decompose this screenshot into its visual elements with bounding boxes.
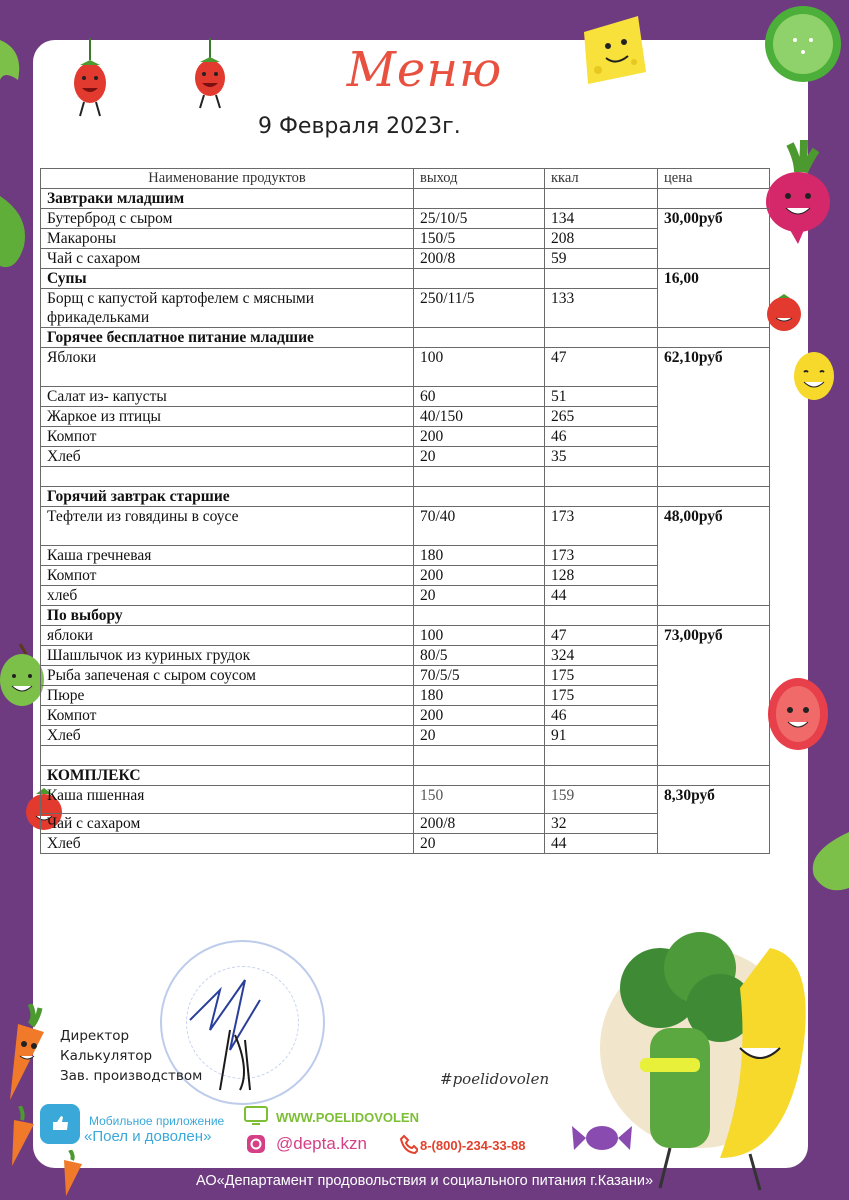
section-title: КОМПЛЕКС bbox=[41, 766, 414, 786]
item-kcal: 44 bbox=[545, 834, 658, 854]
section-row bbox=[41, 189, 770, 209]
table-row bbox=[41, 209, 770, 229]
candy-icon bbox=[570, 1118, 634, 1158]
item-kcal: 91 bbox=[545, 726, 658, 746]
item-kcal: 32 bbox=[545, 814, 658, 834]
item-kcal: 133 bbox=[545, 289, 658, 328]
section-title: Супы bbox=[41, 269, 414, 289]
director-label: Директор bbox=[60, 1028, 130, 1044]
item-name: Салат из- капусты bbox=[41, 387, 414, 407]
table-row bbox=[41, 447, 770, 467]
table-row bbox=[41, 229, 770, 249]
spacer-row bbox=[41, 467, 770, 487]
lemon-character-icon bbox=[792, 350, 836, 402]
item-name: Хлеб bbox=[41, 447, 414, 467]
item-name: Бутерброд с сыром bbox=[41, 209, 414, 229]
table-row bbox=[41, 249, 770, 269]
section-price: 48,00руб bbox=[658, 507, 770, 546]
column-header-portion: выход bbox=[414, 169, 545, 189]
table-row bbox=[41, 427, 770, 447]
table-row bbox=[41, 706, 770, 726]
item-portion: 180 bbox=[414, 546, 545, 566]
item-portion: 250/11/5 bbox=[414, 289, 545, 328]
item-kcal: 159 bbox=[545, 786, 658, 814]
table-row bbox=[41, 566, 770, 586]
section-title: Горячий завтрак старшие bbox=[41, 487, 414, 507]
item-portion: 200 bbox=[414, 706, 545, 726]
section-row bbox=[41, 487, 770, 507]
item-kcal: 44 bbox=[545, 586, 658, 606]
section-title: Завтраки младшим bbox=[41, 189, 414, 209]
item-name: Компот bbox=[41, 566, 414, 586]
item-portion: 180 bbox=[414, 686, 545, 706]
page-title: Меню bbox=[346, 42, 503, 98]
table-row bbox=[41, 814, 770, 834]
calculator-label: Калькулятор bbox=[60, 1048, 153, 1064]
item-portion: 200 bbox=[414, 427, 545, 447]
instagram-handle[interactable]: @depta.kzn bbox=[276, 1134, 367, 1153]
table-row bbox=[41, 834, 770, 854]
item-name: Чай с сахаром bbox=[41, 249, 414, 269]
item-portion: 20 bbox=[414, 586, 545, 606]
table-row bbox=[41, 646, 770, 666]
item-portion: 150/5 bbox=[414, 229, 545, 249]
item-portion: 60 bbox=[414, 387, 545, 407]
section-price: 16,00 bbox=[658, 269, 770, 289]
table-row bbox=[41, 626, 770, 646]
production-head-label: Зав. производством bbox=[60, 1068, 203, 1084]
item-portion: 20 bbox=[414, 834, 545, 854]
table-row bbox=[41, 786, 770, 814]
item-kcal: 324 bbox=[545, 646, 658, 666]
item-name: Тефтели из говядины в соусе bbox=[41, 507, 414, 546]
item-kcal: 51 bbox=[545, 387, 658, 407]
item-portion: 100 bbox=[414, 626, 545, 646]
table-header-row bbox=[41, 169, 770, 189]
item-name: Компот bbox=[41, 706, 414, 726]
table-row bbox=[41, 387, 770, 407]
carrot-character-icon bbox=[6, 1106, 40, 1166]
phone-icon bbox=[400, 1134, 418, 1154]
item-name: Шашлычок из куриных грудок bbox=[41, 646, 414, 666]
item-name: Хлеб bbox=[41, 834, 414, 854]
table-row bbox=[41, 289, 770, 328]
table-row bbox=[41, 507, 770, 546]
column-header-name: Наименование продуктов bbox=[41, 169, 414, 189]
website-link[interactable]: WWW.POELIDOVOLEN bbox=[276, 1110, 419, 1125]
item-kcal: 173 bbox=[545, 546, 658, 566]
section-row bbox=[41, 328, 770, 348]
item-portion: 20 bbox=[414, 726, 545, 746]
section-row bbox=[41, 766, 770, 786]
mobile-app-name: «Поел и доволен» bbox=[84, 1128, 212, 1145]
item-kcal: 173 bbox=[545, 507, 658, 546]
item-portion: 80/5 bbox=[414, 646, 545, 666]
section-row bbox=[41, 606, 770, 626]
table-row bbox=[41, 546, 770, 566]
column-header-price: цена bbox=[658, 169, 770, 189]
item-kcal: 46 bbox=[545, 427, 658, 447]
carrot-character-icon bbox=[0, 1004, 50, 1100]
item-kcal: 47 bbox=[545, 348, 658, 387]
item-name: Компот bbox=[41, 427, 414, 447]
lettuce-leaf-icon bbox=[806, 832, 849, 896]
item-portion: 20 bbox=[414, 447, 545, 467]
table-row bbox=[41, 666, 770, 686]
item-name: Макароны bbox=[41, 229, 414, 249]
broccoli-banana-characters-icon bbox=[600, 928, 840, 1192]
instagram-icon bbox=[246, 1134, 266, 1154]
table-row bbox=[41, 686, 770, 706]
item-portion: 40/150 bbox=[414, 407, 545, 427]
phone-number[interactable]: 8-(800)-234-33-88 bbox=[420, 1138, 526, 1153]
table-row bbox=[41, 586, 770, 606]
menu-date: 9 Февраля 2023г. bbox=[258, 114, 461, 139]
steak-character-icon bbox=[766, 676, 830, 752]
item-name: Жаркое из птицы bbox=[41, 407, 414, 427]
item-name: Пюре bbox=[41, 686, 414, 706]
section-price: 73,00руб bbox=[658, 626, 770, 646]
item-name: хлеб bbox=[41, 586, 414, 606]
section-row bbox=[41, 269, 770, 289]
item-name: Яблоки bbox=[41, 348, 414, 387]
item-kcal: 134 bbox=[545, 209, 658, 229]
item-name: Чай с сахаром bbox=[41, 814, 414, 834]
www-icon bbox=[244, 1106, 268, 1126]
item-portion: 70/5/5 bbox=[414, 666, 545, 686]
item-kcal: 46 bbox=[545, 706, 658, 726]
item-portion: 100 bbox=[414, 348, 545, 387]
signature-block bbox=[60, 1026, 202, 1086]
spacer-row bbox=[41, 746, 770, 766]
item-name: яблоки bbox=[41, 626, 414, 646]
item-portion: 25/10/5 bbox=[414, 209, 545, 229]
mobile-app-icon bbox=[40, 1104, 80, 1144]
menu-table bbox=[40, 168, 770, 854]
table-row bbox=[41, 407, 770, 427]
item-kcal: 47 bbox=[545, 626, 658, 646]
item-portion: 200/8 bbox=[414, 814, 545, 834]
item-name: Каша пшенная bbox=[41, 786, 414, 814]
table-row bbox=[41, 726, 770, 746]
tomato-character-icon bbox=[766, 292, 804, 332]
item-name: Хлеб bbox=[41, 726, 414, 746]
section-price: 62,10руб bbox=[658, 348, 770, 387]
mobile-app-label: Мобильное приложение bbox=[89, 1114, 225, 1128]
beet-character-icon bbox=[760, 140, 836, 244]
item-kcal: 175 bbox=[545, 686, 658, 706]
item-kcal: 35 bbox=[545, 447, 658, 467]
table-row bbox=[41, 348, 770, 387]
section-title: По выбору bbox=[41, 606, 414, 626]
item-kcal: 208 bbox=[545, 229, 658, 249]
item-name: Рыба запеченая с сыром соусом bbox=[41, 666, 414, 686]
item-portion: 200 bbox=[414, 566, 545, 586]
item-portion: 200/8 bbox=[414, 249, 545, 269]
section-title: Горячее бесплатное питание младшие bbox=[41, 328, 414, 348]
item-name: Борщ с капустой картофелем с мясными фрикадельками bbox=[41, 289, 414, 328]
section-price: 30,00руб bbox=[658, 209, 770, 229]
lettuce-leaf-icon bbox=[0, 196, 28, 272]
section-price: 8,30руб bbox=[658, 786, 770, 814]
item-portion: 70/40 bbox=[414, 507, 545, 546]
item-kcal: 59 bbox=[545, 249, 658, 269]
footer-organization: АО«Департамент продовольствия и социального питания г.Казани» bbox=[195, 1173, 654, 1189]
hashtag: #poelidovolen bbox=[440, 1070, 550, 1088]
item-portion: 150 bbox=[414, 786, 545, 814]
item-kcal: 175 bbox=[545, 666, 658, 686]
item-kcal: 128 bbox=[545, 566, 658, 586]
item-name: Каша гречневая bbox=[41, 546, 414, 566]
item-kcal: 265 bbox=[545, 407, 658, 427]
column-header-kcal: ккал bbox=[545, 169, 658, 189]
